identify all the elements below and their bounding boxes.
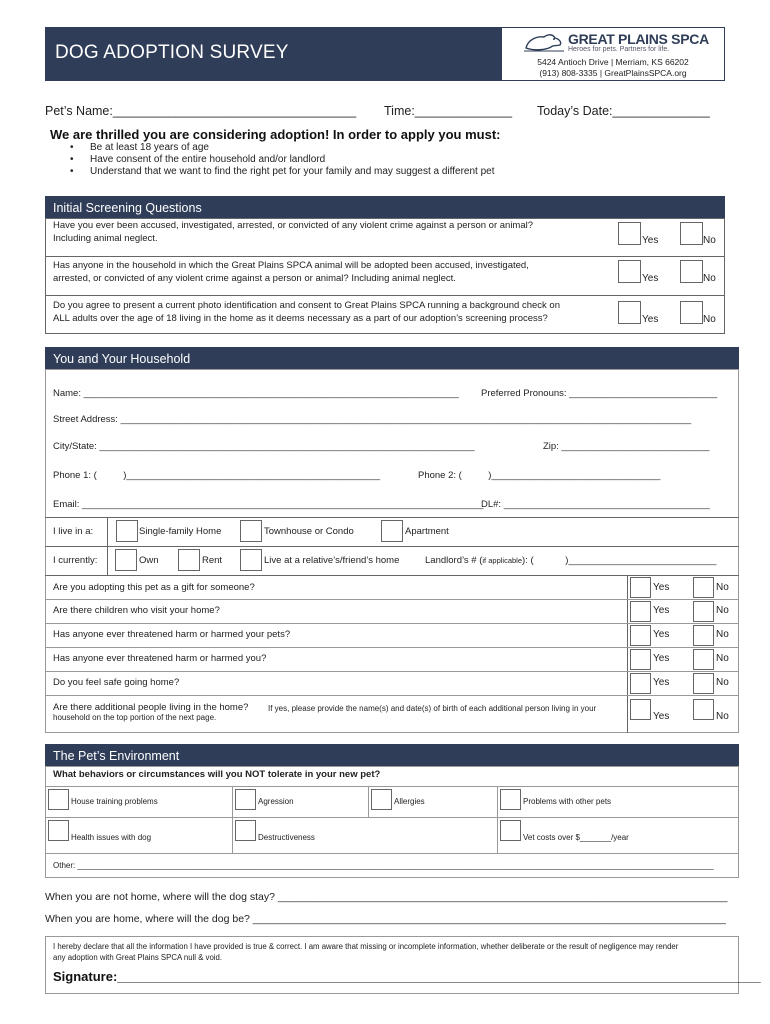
org-tagline: Heroes for pets. Partners for life. — [568, 46, 670, 53]
dl-field[interactable]: DL#: _______________________________________ — [481, 499, 710, 510]
email-field[interactable]: Email: ____________________________________________________________________________ — [53, 499, 484, 510]
yes-label: Yes — [642, 314, 659, 325]
yes-label: Yes — [642, 235, 659, 246]
allergies-checkbox[interactable] — [371, 789, 392, 810]
yes-label: Yes — [653, 711, 670, 722]
household-question: Are you adopting this pet as a gift for someone? — [53, 582, 255, 593]
no-label: No — [716, 711, 729, 722]
allergies-label: Allergies — [394, 797, 425, 806]
house-training-label: House training problems — [71, 797, 158, 806]
col-divider — [497, 786, 498, 853]
harm-you-no-checkbox[interactable] — [693, 649, 714, 670]
page-title: DOG ADOPTION SURVEY — [55, 42, 289, 63]
children-yes-checkbox[interactable] — [630, 601, 651, 622]
own-label: Own — [139, 555, 159, 566]
own-checkbox[interactable] — [115, 549, 137, 571]
yes-label: Yes — [653, 653, 670, 664]
other-pets-label: Problems with other pets — [523, 797, 612, 806]
household-question: Has anyone ever threatened harm or harmed your pets? — [53, 629, 291, 640]
phone1-field[interactable]: Phone 1: ( )________________________________________________ — [53, 470, 380, 481]
phone2-field[interactable]: Phone 2: ( )________________________________ — [418, 470, 661, 481]
row-divider — [45, 671, 739, 672]
additional-no-checkbox[interactable] — [693, 699, 714, 720]
row-divider — [45, 599, 739, 600]
apartment-label: Apartment — [405, 526, 449, 537]
yes-label: Yes — [653, 629, 670, 640]
no-label: No — [716, 605, 729, 616]
vet-costs-label: Vet costs over $_______/year — [523, 833, 629, 842]
additional-people-note: If yes, please provide the name(s) and date(s) of birth of each additional person living in your — [268, 704, 597, 713]
townhouse-checkbox[interactable] — [240, 520, 262, 542]
landlord-phone-field[interactable]: Landlord’s # (if applicable): ( )____________________________ — [425, 555, 717, 566]
row-divider — [45, 817, 739, 818]
screening-q1-yes-checkbox[interactable] — [618, 222, 641, 245]
household-question: Are there children who visit your home? — [53, 605, 220, 616]
safe-no-checkbox[interactable] — [693, 673, 714, 694]
harm-pets-no-checkbox[interactable] — [693, 625, 714, 646]
section-environment-title: The Pet’s Environment — [45, 744, 739, 766]
row-divider — [45, 295, 725, 296]
row-divider — [45, 546, 739, 547]
screening-q2-no-checkbox[interactable] — [680, 260, 703, 283]
environment-question: What behaviors or circumstances will you NOT tolerate in your new pet? — [53, 769, 381, 780]
zip-field[interactable]: Zip: ____________________________ — [543, 441, 710, 452]
no-label: No — [703, 273, 716, 284]
screening-q1-no-checkbox[interactable] — [680, 222, 703, 245]
rent-checkbox[interactable] — [178, 549, 200, 571]
screening-q3-yes-checkbox[interactable] — [618, 301, 641, 324]
children-no-checkbox[interactable] — [693, 601, 714, 622]
no-label: No — [716, 629, 729, 640]
single-family-checkbox[interactable] — [116, 520, 138, 542]
no-label: No — [716, 653, 729, 664]
destructiveness-checkbox[interactable] — [235, 820, 256, 841]
row-divider — [45, 647, 739, 648]
house-training-checkbox[interactable] — [48, 789, 69, 810]
row-divider — [45, 623, 739, 624]
col-divider — [232, 786, 233, 853]
row-divider — [45, 853, 739, 854]
screening-question-1: Have you ever been accused, investigated, arrested, or convicted of any violent crime against a person or animal? Including animal neglect. — [53, 220, 534, 244]
agression-label: Agression — [258, 797, 294, 806]
requirement-item: • Understand that we want to find the right pet for your family and may suggest a different pet — [70, 166, 495, 177]
street-address-field[interactable]: Street Address: ____________________________________________________________________________________________________________ — [53, 414, 692, 425]
health-issues-label: Health issues with dog — [71, 833, 152, 842]
screening-question-3: Do you agree to present a current photo identification and consent to Great Plains SPCA running a background check on ALL adults over the age of 18 living in the home as it deems necessary as a part of our adoption’s screening process? — [53, 300, 560, 324]
household-question: Do you feel safe going home? — [53, 677, 180, 688]
apartment-checkbox[interactable] — [381, 520, 403, 542]
requirement-item: • Be at least 18 years of age — [70, 142, 209, 153]
other-field[interactable]: Other: _______________________________________________________________________________________________________________________________________________ — [53, 861, 714, 870]
additional-people-question: Are there additional people living in the home? — [53, 702, 249, 713]
additional-yes-checkbox[interactable] — [630, 699, 651, 720]
screening-q3-no-checkbox[interactable] — [680, 301, 703, 324]
harm-pets-yes-checkbox[interactable] — [630, 625, 651, 646]
household-question: Has anyone ever threatened harm or harmed you? — [53, 653, 267, 664]
declaration-text: any adoption with Great Plains SPCA null & void. — [53, 953, 223, 962]
rent-label: Rent — [202, 555, 223, 566]
city-state-field[interactable]: City/State: _______________________________________________________________________ — [53, 441, 475, 452]
row-divider — [45, 575, 739, 576]
no-label: No — [703, 314, 716, 325]
col-divider — [107, 517, 108, 575]
single-family-label: Single-family Home — [139, 526, 222, 537]
intro-heading: We are thrilled you are considering adoption! In order to apply you must: — [50, 127, 501, 142]
other-pets-checkbox[interactable] — [500, 789, 521, 810]
vet-costs-checkbox[interactable] — [500, 820, 521, 841]
yes-label: Yes — [653, 677, 670, 688]
row-divider — [45, 786, 739, 787]
col-divider — [368, 786, 369, 817]
relative-home-label: Live at a relative’s/friend’s home — [264, 555, 400, 566]
gift-no-checkbox[interactable] — [693, 577, 714, 598]
name-field[interactable]: Name: _______________________________________________________________________ — [53, 388, 459, 399]
org-name: GREAT PLAINS SPCA — [568, 31, 709, 47]
live-in-label: I live in a: — [53, 526, 94, 537]
safe-yes-checkbox[interactable] — [630, 673, 651, 694]
row-divider — [45, 695, 739, 696]
screening-question-2: Has anyone in the household in which the Great Plains SPCA animal will be adopted been accused, investigated, arrested, or convicted of any violent crime against a person or animal? Including animal neglect. — [53, 260, 529, 284]
row-divider — [45, 256, 725, 257]
gift-yes-checkbox[interactable] — [630, 577, 651, 598]
harm-you-yes-checkbox[interactable] — [630, 649, 651, 670]
section-screening-title: Initial Screening Questions — [45, 196, 725, 218]
dog-stay-not-home-field[interactable]: When you are not home, where will the dog stay? _____________________________________________________________________________ — [45, 891, 728, 903]
yes-label: Yes — [642, 273, 659, 284]
destructiveness-label: Destructiveness — [258, 833, 315, 842]
currently-label: I currently: — [53, 555, 98, 566]
time-field[interactable]: Time:______________ — [384, 104, 513, 118]
dog-logo-icon — [522, 30, 566, 54]
health-issues-checkbox[interactable] — [48, 820, 69, 841]
dog-stay-home-field[interactable]: When you are home, where will the dog be? _________________________________________________________________________________ — [45, 913, 726, 925]
agression-checkbox[interactable] — [235, 789, 256, 810]
screening-q2-yes-checkbox[interactable] — [618, 260, 641, 283]
pronouns-field[interactable]: Preferred Pronouns: ____________________________ — [481, 388, 718, 399]
declaration-text: I hereby declare that all the information I have provided is true & correct. I am aware that missing or incomplete information, whether deliberate or the result of negligence may render — [53, 942, 679, 951]
org-contact: (913) 808-3335 | GreatPlainsSPCA.org — [539, 68, 687, 78]
signature-field[interactable]: Signature:_________________________________________________________________________________________ — [53, 969, 761, 984]
townhouse-label: Townhouse or Condo — [264, 526, 354, 537]
org-address: 5424 Antioch Drive | Merriam, KS 66202 — [537, 57, 689, 67]
row-divider — [45, 517, 739, 518]
section-household-title: You and Your Household — [45, 347, 739, 369]
no-label: No — [716, 582, 729, 593]
no-label: No — [703, 235, 716, 246]
relative-home-checkbox[interactable] — [240, 549, 262, 571]
yes-label: Yes — [653, 582, 670, 593]
pet-name-field[interactable]: Pet’s Name:___________________________________ — [45, 104, 357, 118]
yes-label: Yes — [653, 605, 670, 616]
todays-date-field[interactable]: Today’s Date:______________ — [537, 104, 710, 118]
no-label: No — [716, 677, 729, 688]
additional-people-note: household on the top portion of the next page. — [53, 713, 217, 722]
requirement-item: • Have consent of the entire household and/or landlord — [70, 154, 325, 165]
